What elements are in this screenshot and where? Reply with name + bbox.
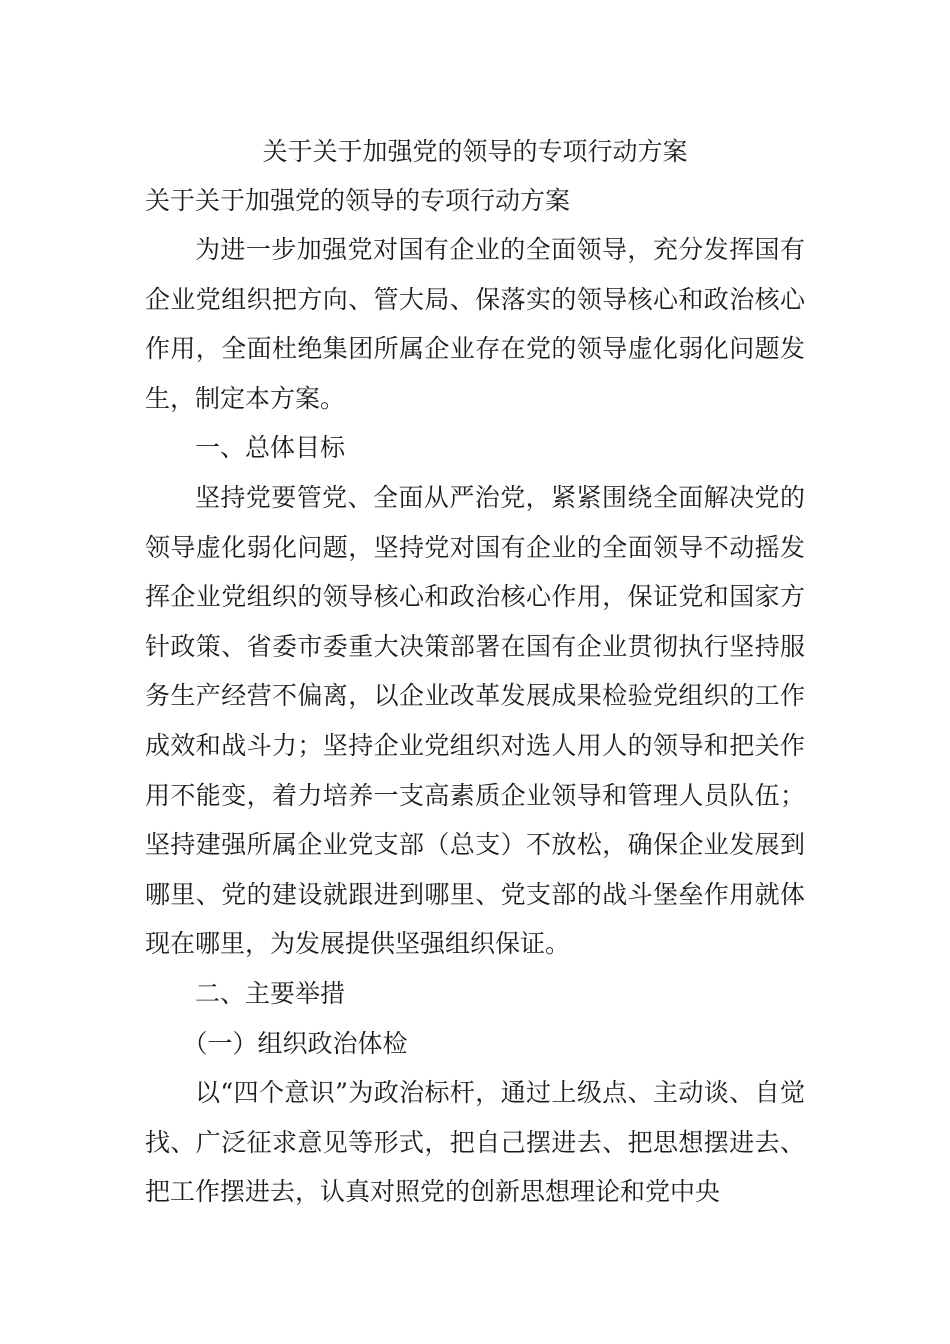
document-subtitle: 关于关于加强党的领导的专项行动方案: [145, 186, 571, 215]
document-body: [145, 225, 805, 1217]
document-title: 关于关于加强党的领导的专项行动方案: [262, 137, 688, 166]
intro-paragraph: 为进一步加强党对国有企业的全面领导，充分发挥国有企业党组织把方向、管大局、保落实的领导核心和政治核心作用，全面杜绝集团所属企业存在党的领导虚化弱化问题发生，制定本方案。: [145, 235, 805, 413]
section-heading-main-measures: 二、主要举措: [195, 978, 346, 1008]
subsection-heading-political-checkup: （一）组织政治体检: [182, 1028, 408, 1058]
section-heading-general-goals: 一、总体目标: [195, 433, 346, 463]
political-checkup-paragraph: 以“四个意识”为政治标杆，通过上级点、主动谈、自觉找、广泛征求意见等形式，把自己摆进去、把思想摆进去、把工作摆进去，认真对照党的创新思想理论和党中央: [145, 1078, 805, 1207]
general-goals-paragraph: 坚持党要管党、全面从严治党，紧紧围绕全面解决党的领导虚化弱化问题，坚持党对国有企业的全面领导不动摇发挥企业党组织的领导核心和政治核心作用，保证党和国家方针政策、省委市委重大决策部署在国有企业贯彻执行坚持服务生产经营不偏离，以企业改革发展成果检验党组织的工作成效和战斗力；坚持企业党组织对选人用人的领导和把关作用不能变，着力培养一支高素质企业领导和管理人员队伍；坚持建强所属企业党支部（总支）不放松，确保企业发展到哪里、党的建设就跟进到哪里、党支部的战斗堡垒作用就体现在哪里，为发展提供坚强组织保证。: [145, 482, 805, 959]
